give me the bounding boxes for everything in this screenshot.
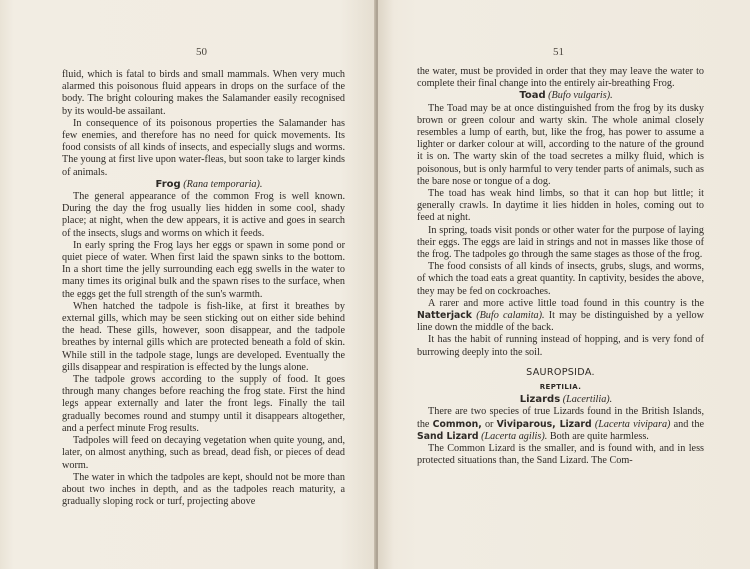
- class-heading: SAUROPSIDA.: [526, 366, 595, 378]
- heading-latin: (Bufo vulgaris).: [548, 90, 613, 102]
- heading-title: Lizards: [519, 394, 561, 406]
- paragraph: The tadpole grows according to the supply of food. It goes through many changes before reaching the frog state. First the hind legs appear externally and later the front legs. Finally the tail gradually becomes round and stumpy until it disappears altogether, and a perfect minute Frog results.: [62, 374, 345, 434]
- text-run: Both are quite harmless.: [547, 430, 649, 442]
- section-heading-frog: [62, 179, 345, 191]
- heading-latin: (Lacertilia).: [562, 394, 613, 406]
- section-heading-toad: [417, 90, 704, 102]
- page-number: 50: [196, 46, 207, 58]
- paragraph: The water in which the tadpoles are kept, should not be more than about two inches in depth, and as the tadpoles reach maturity, a gradually sloping rock or turf, projecting above: [62, 471, 345, 508]
- paragraph: The Toad may be at once distinguished from the frog by its dusky brown or green colour and warty skin. The whole animal closely resembles a lump of earth, but, like the frog, has power to assume a lighter or darker colour at will, according to the nature of the ground it is on. The warty skin of the toad secretes a milky fluid, which is poisonous, but is only harmful to very tender parts of animals, such as the bare nose or tongue of a dog.: [417, 102, 704, 187]
- text-run: A rarer and more active little toad found in this country is the: [428, 297, 704, 309]
- species-latin: (Lacerta vivipara): [594, 418, 671, 430]
- text-run: or: [481, 418, 497, 430]
- page-number: 51: [553, 46, 564, 58]
- species-latin: (Bufo calamita).: [476, 310, 545, 322]
- right-page-body: [417, 66, 704, 468]
- right-page: [378, 0, 750, 569]
- section-heading-lizards: [417, 394, 704, 406]
- species-name: Common,: [432, 418, 482, 430]
- text-run: and the: [670, 418, 704, 430]
- paragraph: [417, 298, 704, 335]
- paragraph: [417, 406, 704, 443]
- species-name: Sand Lizard: [417, 430, 479, 442]
- heading-title: Frog: [155, 178, 181, 190]
- species-latin: (Lacerta agilis).: [481, 430, 548, 442]
- text-run: There are two species of true Lizards found in the British Islands, the: [417, 406, 704, 430]
- species-name: Natterjack: [417, 310, 472, 322]
- paragraph: In consequence of its poisonous properties the Salamander has few enemies, and therefore has no need for quick movements. Its food consists of all kinds of insects, and especially slugs and worms. The young at first live upon water-fleas, but soon take to larger kinds of animals.: [62, 117, 345, 178]
- heading-latin: (Rana temporaria).: [183, 178, 263, 190]
- paragraph: The food consists of all kinds of insects, grubs, slugs, and worms, of which the toad eats a great quantity. In captivity, besides the above, they may be fed on cockroaches.: [417, 261, 704, 297]
- paragraph: The Common Lizard is the smaller, and is found with, and in less protected situations than, the Sand Lizard. The Com-: [417, 443, 704, 467]
- paragraph: fluid, which is fatal to birds and small mammals. When very much alarmed this poisonous fluid appears in drops on the surface of the body. The bright colouring makes the Salamander easily recognised by its would-be assailant.: [62, 69, 345, 117]
- heading-title: Toad: [519, 90, 546, 102]
- text-run: It may be distinguished by a yellow line down the middle of the back.: [417, 310, 704, 334]
- left-page-body: [62, 69, 345, 508]
- paragraph: The toad has weak hind limbs, so that it can hop but little; it generally crawls. In daytime it lies hidden in holes, coming out to feed at night.: [417, 188, 704, 224]
- species-name: Viviparous, Lizard: [496, 418, 592, 430]
- paragraph: The general appearance of the common Frog is well known. During the day the frog usually lies hidden in some cool, shady place; at night, when the dew appears, it is active and goes in search of the insects, slugs and worms on which it feeds.: [62, 191, 345, 239]
- paragraph: In early spring the Frog lays her eggs or spawn in some pond or quiet piece of water. When first laid the spawn sinks to the bottom. In a short time the jelly surrounding each egg swells in the water to many times its original bulk and the spawn rises to the surface, when the eggs get the full strength of the sun's warmth.: [62, 239, 345, 300]
- paragraph: When hatched the tadpole is fish-like, at first it breathes by external gills, which may be seen sticking out on either side behind the head. These gills, however, soon disappear, and the tadpole breathes by internal gills which are protected beneath a fold of skin. While still in the tadpole stage, lungs are developed. Eventually the gills disappear and respiration is effected by the lungs alone.: [62, 300, 345, 373]
- subclass-heading: REPTILIA.: [539, 383, 582, 392]
- paragraph: It has the habit of running instead of hopping, and is very fond of burrowing deeply into the soil.: [417, 334, 704, 358]
- paragraph: Tadpoles will feed on decaying vegetation when quite young, and, later, on almost anything, such as bread, dead fish, or pieces of dead worm.: [62, 435, 345, 471]
- paragraph: In spring, toads visit ponds or other water for the purpose of laying their eggs. The eggs are laid in strings and not in masses like those of the frog. The tadpoles go through the same stages as those of the frog.: [417, 224, 704, 261]
- paragraph: the water, must be provided in order that they may leave the water to complete their final change into the entirely air-breathing Frog.: [417, 66, 704, 90]
